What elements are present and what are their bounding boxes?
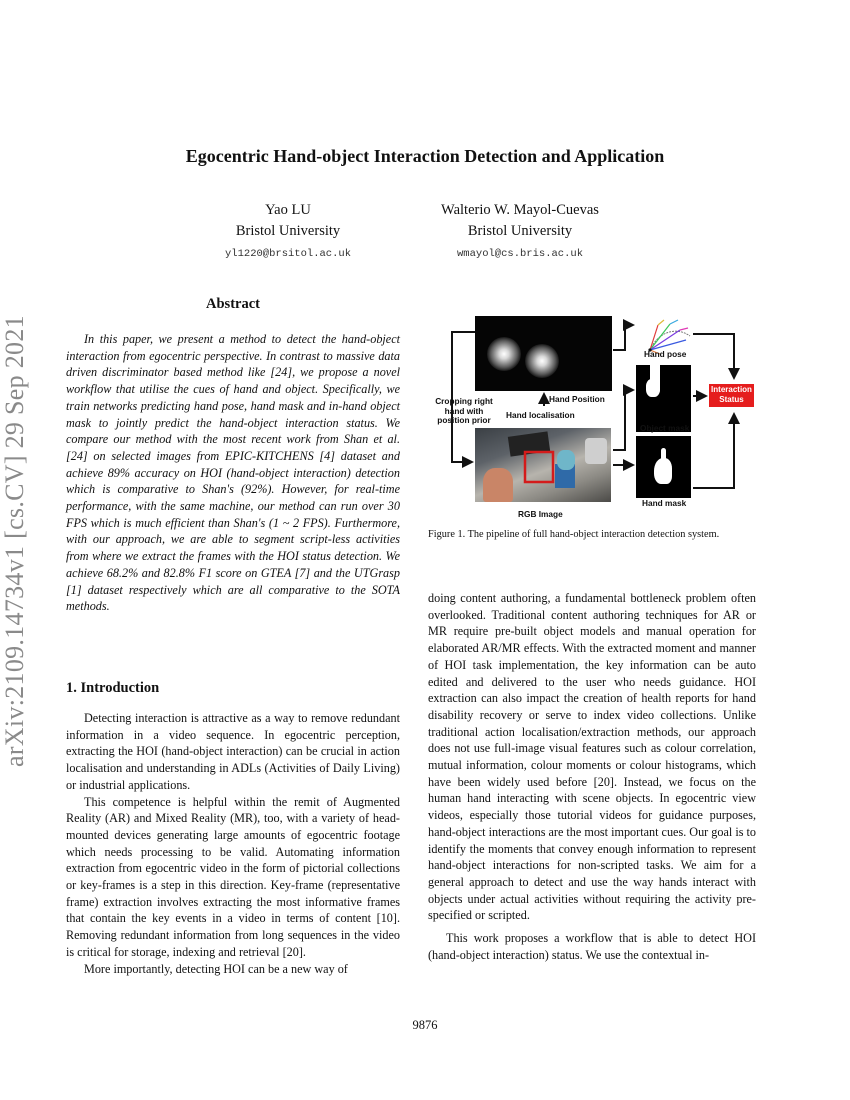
- arxiv-stamp: arXiv:2109.14734v1 [cs.CV] 29 Sep 2021: [0, 315, 29, 767]
- interaction-status-label: Interaction Status: [709, 384, 754, 407]
- hand-mask-label: Hand mask: [642, 498, 687, 508]
- section-heading-introduction: 1. Introduction: [66, 680, 160, 696]
- abstract-heading: Abstract: [206, 296, 260, 312]
- author-name: Yao LU: [265, 202, 311, 218]
- author-affiliation: Bristol University: [467, 223, 573, 239]
- abstract-body: [66, 331, 400, 615]
- author-block-1: [213, 200, 363, 265]
- paragraph: Detecting interaction is attractive as a way to remove redundant information in a video sequence. In egocentric perception, extracting the HOI (hand-object interaction) can be crucial in action localisation and understanding in ADLs (Activities of Daily Living) or industrial applications.: [66, 711, 400, 792]
- cropping-label: Cropping right hand with position prior: [435, 396, 493, 426]
- author-name: Walterio W. Mayol-Cuevas: [441, 202, 599, 218]
- hand-localisation-label: Hand localisation: [506, 410, 575, 420]
- author-email[interactable]: wmayol@cs.bris.ac.uk: [456, 248, 584, 260]
- paragraph: This competence is helpful within the remit of Augmented Reality (AR) and Mixed Reality (MR), too, with a variety of head-mounted devices generating large amounts of egocentric footage which needs processing to be valid. Automating information extraction from egocentric video in the form of pictorial collections or key-frames is a step in this direction. Key-frame (representative frame) extraction involves extracting the most informative frames that contain the key events in a video in terms of content [10]. Removing redundant information from long sequences in the video is critical for storage, indexing and retrieval [20].: [66, 794, 400, 959]
- author-affiliation: Bristol University: [235, 223, 341, 239]
- hand-pose-label: Hand pose: [644, 349, 687, 359]
- paragraph: This work proposes a workflow that is able to detect HOI (hand-object interaction) status. We use the contextual in-: [428, 931, 756, 962]
- introduction-body: [66, 710, 400, 977]
- rgb-image-label: RGB Image: [518, 509, 563, 519]
- author-email[interactable]: yl1220@brsitol.ac.uk: [224, 248, 352, 260]
- paragraph: doing content authoring, a fundamental bottleneck problem often overlooked. Traditional content authoring techniques for AR or MR require pre-built object models and manual operation for elaborated AR/MR effects. With the extracted moment and manner of HOI task implementation, the key information can be auto edited and delivered to the user who needs guidance. HOI extraction can also impact the creation of health reports for hand disability recovery or serve to index video collections. Unlike traditional action localisation/extraction methods, our approach does not use full-image visual features such as colour correlation, mutual information, colour moments or colour histograms, which have been widely used before [20]. Instead, we focus on the human hand interacting with scene objects. In egocentric view videos, especially those tutorial videos for guidance purposes, hand-object interactions are the most important cues. Our goal is to identify the moments that convey enough information to represent hand-object interactions for non-scripted tasks. We aim for a general approach to detect and use the way hands interact with objects under actual activities without requiring the activity pre-specified or scripted.: [428, 591, 756, 923]
- author-block-2: [415, 200, 625, 265]
- object-mask-label: Object mask: [640, 423, 690, 433]
- hand-position-label: Hand Position: [549, 394, 605, 404]
- paragraph: More importantly, detecting HOI can be a new way of: [84, 961, 348, 976]
- abstract-text: In this paper, we present a method to detect the hand-object interaction from egocentric perspective. In contrast to massive data driven discriminator based method like [24], we propose a novel workflow that utilise the cues of hand and object. Specifically, we train networks predicting hand pose, hand mask and in-hand object mask to jointly predict the hand-object interaction status. We compare our method with the most recent work from Shan et al. [24] on selected images from EPIC-KITCHENS [4] dataset and achieve 89% accuracy on HOI (hand-object interaction) detection which is comparative to Shan's (92%). However, for real-time performance, with the same machine, our method can run over 30 FPS which is much efficient than Shan's (1 ~ 2 FPS). Furthermore, with our approach, we are able to segment script-less activities from where we extract the frames with the HOI status detection. We achieve 68.2% and 82.8% F1 score on GTEA [7] and the UTGrasp [1] dataset respectively which are all comparative to the SOTA methods.: [66, 332, 400, 614]
- page-number: 9876: [412, 1018, 438, 1032]
- pipeline-figure: [428, 310, 760, 522]
- paper-title: Egocentric Hand-object Interaction Detection and Application: [185, 146, 665, 166]
- figure-caption: Figure 1. The pipeline of full hand-object interaction detection system.: [428, 529, 720, 540]
- right-column-body: [428, 590, 756, 963]
